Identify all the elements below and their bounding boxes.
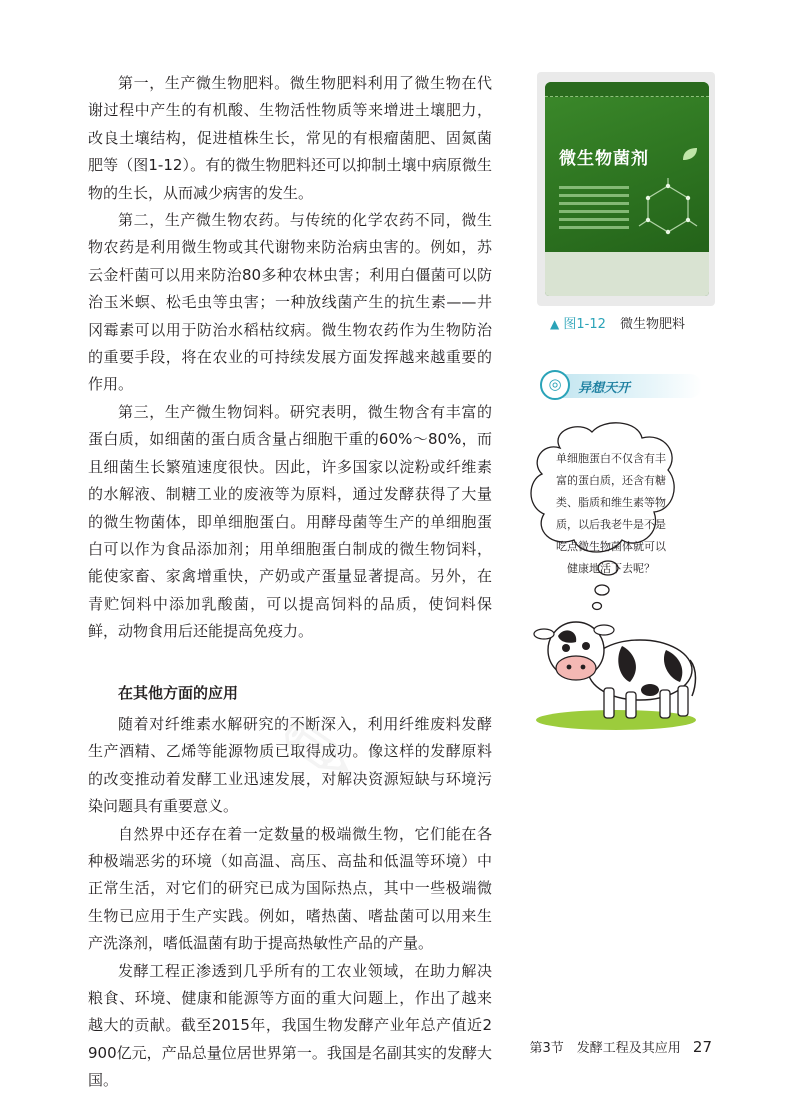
paragraph-microbial-fertilizer: 第一，生产微生物肥料。微生物肥料利用了微生物在代谢过程中产生的有机酸、生物活性物质等来增进土壤肥力，改良土壤结构，促进植株生长，常见的有根瘤菌肥、固氮菌肥等（图1-12）。有的微生物肥料还可以抑制土壤中病原微生物的生长，从而减少病害的发生。 xyxy=(88,74,492,202)
package-bag xyxy=(545,82,709,296)
molecule-icon xyxy=(637,178,699,240)
page-number: 27 xyxy=(692,1038,712,1056)
sidebar-heading: 异想天开 xyxy=(578,381,631,396)
package-title: 微生物菌剂 xyxy=(559,149,649,169)
figure-product-package xyxy=(537,72,715,306)
main-text-column xyxy=(88,70,492,1095)
paragraph-extremophiles: 自然界中还存在着一定数量的极端微生物，它们能在各种极端恶劣的环境（如高温、高压、高盐和低温等环境）中正常生活，对它们的研究已成为国际热点，其中一些极端微生物已应用于生产实践。例如，嗜热菌、嗜盐菌可以用来生产洗涤剂，嗜低温菌有助于提高热敏性产品的产量。 xyxy=(88,824,492,953)
paragraph-microbial-feed: 第三，生产微生物饲料。研究表明，微生物含有丰富的蛋白质，如细菌的蛋白质含量占细胞干重的60%～80%，而且细菌生长繁殖速度很快。因此，许多国家以淀粉或纤维素的水解液、制糖工业的废液等为原料，通过发酵获得了大量的微生物菌体，即单细胞蛋白。用酵母菌等生产的单细胞蛋白可以作为食品添加剂；用单细胞蛋白制成的微生物饲料，能使家畜、家禽增重快，产奶或产蛋量显著提高。另外，在青贮饲料中添加乳酸菌，可以提高饲料的品质，使饲料保鲜，动物食用后还能提高免疫力。 xyxy=(88,402,492,641)
paragraph-microbial-pesticide: 第二，生产微生物农药。与传统的化学农药不同，微生物农药是利用微生物或其代谢物来防治病虫害的。例如，苏云金杆菌可以用来防治80多种农林虫害；利用白僵菌可以防治玉米螟、松毛虫等虫害；一种放线菌产生的抗生素——井冈霉素可以用于防治水稻枯纹病。微生物农药作为生物防治的重要手段，将在农业的可持续发展方面发挥越来越重要的作用。 xyxy=(88,211,492,394)
thought-text: 单细胞蛋白不仅含有丰富的蛋白质，还含有糖类、脂质和维生素等物质，以后我老牛是不是吃点微生物菌体就可以健康地活下去呢？ xyxy=(556,452,666,575)
package-bottom-panel xyxy=(545,252,709,296)
caption-text: 微生物肥料 xyxy=(620,317,686,332)
paragraph-cellulose: 随着对纤维素水解研究的不断深入，利用纤维废料发酵生产酒精、乙烯等能源物质已取得成功。像这样的发酵原料的改变推动着发酵工业迅速发展，对解决资源短缺与环境污染问题具有重要意义。 xyxy=(88,714,492,816)
sidebar-heading-banner xyxy=(546,374,702,398)
footer-section-title: 第3节 发酵工程及其应用 xyxy=(529,1041,681,1056)
section-subheading: 在其他方面的应用 xyxy=(118,683,239,702)
cow-illustration xyxy=(530,612,700,732)
figure-caption xyxy=(550,313,685,332)
package-seal xyxy=(545,82,709,97)
page-footer xyxy=(529,1037,712,1056)
paragraph-industry: 发酵工程正渗透到几乎所有的工农业领域，在助力解决粮食、环境、健康和能源等方面的重大问题上，作出了越来越大的贡献。截至2015年，我国生物发酵产业年总产值近2 900亿元，产品总量位居世界第一。我国是名副其实的发酵大国。 xyxy=(88,961,492,1090)
figure-number: 图1-12 xyxy=(563,317,606,332)
caption-triangle-icon: ▲ xyxy=(550,317,560,331)
leaf-icon xyxy=(681,146,699,162)
spiral-icon: ◎ xyxy=(540,370,570,400)
package-text-lines xyxy=(559,186,629,234)
